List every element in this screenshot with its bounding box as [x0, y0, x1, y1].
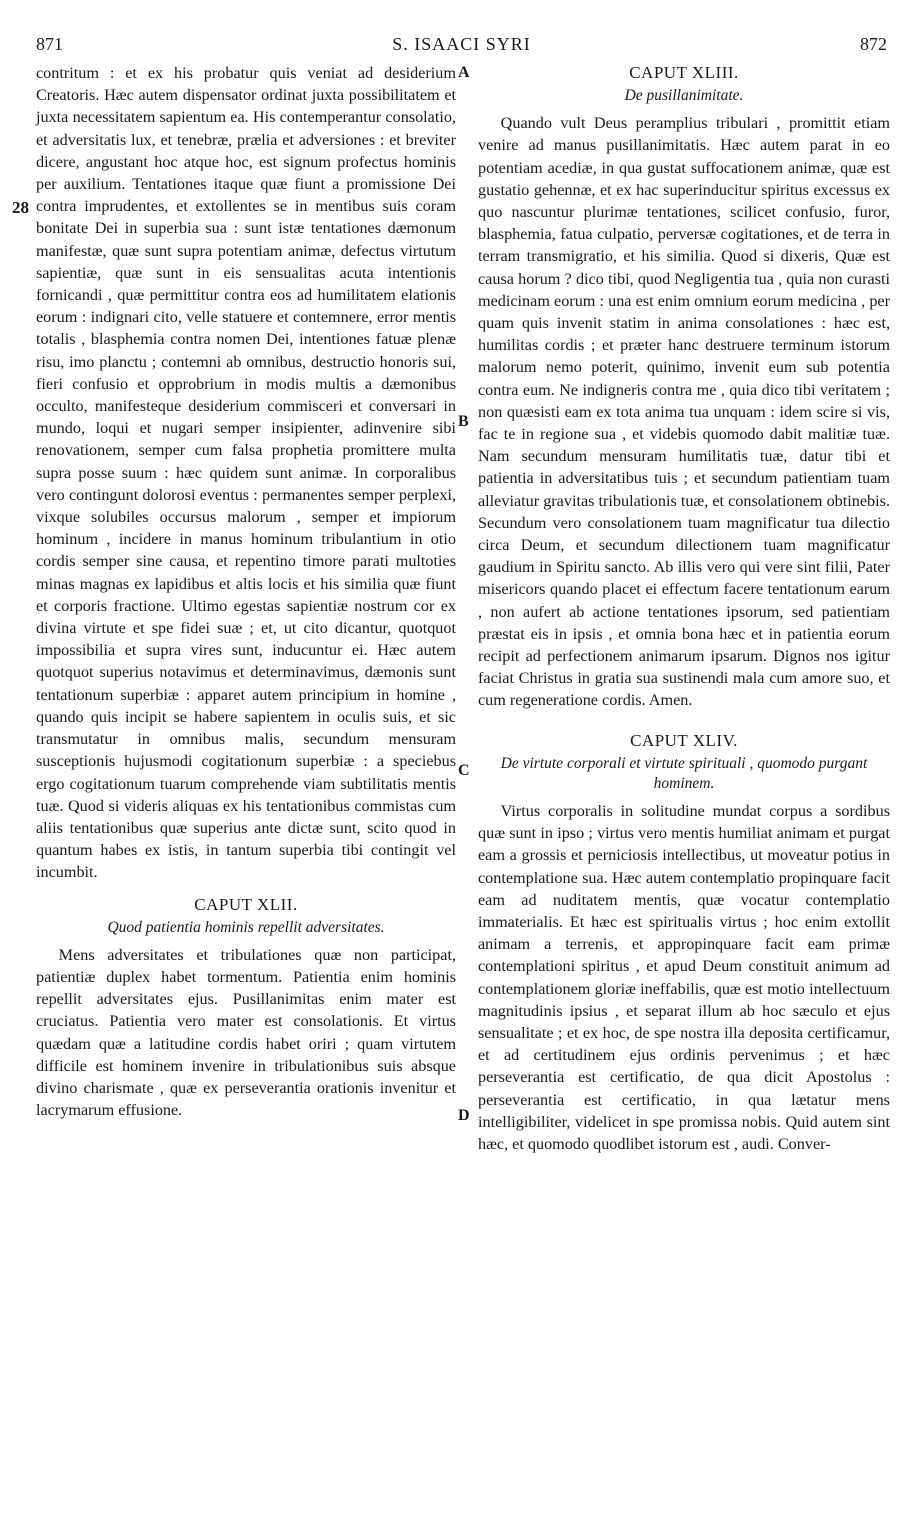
margin-letter-d: D [458, 1107, 470, 1124]
left-paragraph-1: contritum : et ex his probatur quis veniat ad desiderium Creatoris. Hæc autem dispensator ordinat juxta possibilitatem et juxta necessitatem sapientum ea. His contemperantur consolatio, et adversitatis lux, et tenebræ, prælia et adversiones : et breviter dicere, angustant hoc atque hoc, est signum profectus hominis per auxilium. Tentationes itaque quæ fiunt a promissione Dei contra imprudentes, et extollentes se in mentibus suis coram bonitate Dei in superbia sua : sunt istæ tentationes dæmonum manifestæ, quæ sunt supra potentiam animæ, defectus virtutum sapientiæ, quæ sunt in eis sensualitas acuta intentionis fornicandi , quæ permittitur contra eos ad humilitatem elationis eorum : indignari cito, velle statuere et contemnere, error mentis totalis , blasphemia contra nomen Dei, intentiones fatuæ plenæ risu, imo planctu ; contemni ab omnibus, destructio honoris sui, fieri confusio et opprobrium in modis multis a dæmonibus occulto, manifesteque desiderium commisceri et conversari in mundo, loqui et nugari semper insipienter, adinvenire sibi renovationem, semper cum falsa prophetia promittere multa supra posse suum : hæc quidem sunt animæ. In corporalibus vero contingunt dolorosi eventus : permanentes semper perplexi, vixque solubiles occursus malorum , semper et impiorum hominum , incidere in manus hominum tribulantium in otio cordis semper sine causa, et repentino timore parati multoties minas magnas ex lapidibus et altis locis et his similia quæ fiunt et corporis fractione. Ultimo egestas sapientiæ nostrum cor ex divina virtute et spe fidei suæ ; et, ut cito dicantur, quotquot impossibilia et supra vires sunt, inducuntur ei. Hæc autem quotquot superius notavimus et determinavimus, dæmonis sunt tentationum superbiæ : apparet autem principium in homine , quando quis incipit se habere sapientem in oculis suis, et sic transmutatur in omnibus malis, secundum mensuram susceptionis hujusmodi cogitationum superbiæ : a speciebus ergo cogitationum tuarum comprehende viam subtilitatis mentis tuæ. Quod si videris aliquas ex his tentationibus commistas cum aliis tentationibus quæ superius ante dictæ sunt, scito quod in quantum habes ex istis, in tantum superbia tibi contingit vel incumbit. [36, 64, 456, 882]
page-header [36, 34, 887, 58]
right-page-number: 872 [860, 34, 887, 54]
left-paragraph-2: Mens adversitates et tribulationes quæ non participat, patientiæ duplex habet tormentum. Patientia enim hominis repellit adversitates ejus. Pusillanimitas enim mater est cruciatus. Patientia vero mater est consolationis. Et virtus quædam quæ a latitudine cordis habet oriri ; quam virtutem difficile est hominem invenire in tribulationibus suis absque divino charismate , quæ ex perseverantia orationis invenitur et lacrymarum effusione. [36, 945, 456, 1120]
margin-number: 28 [12, 198, 29, 217]
right-paragraph-1: Quando vult Deus peramplius tribulari , promittit etiam venire ad manus pusillanimitatis. Hæc autem parat in eo potentiam acediæ, in qua gustat suffocationem animæ, quæ est gustatio gehennæ, et ex hac superinducitur spiritus excessus ex quo nascuntur plurimæ tentationes, scilicet confusio, furor, blasphemia, fatua culpatio, perversæ cogitationes, et de terra in terram transmigratio, et his similia. Quod si dixeris, Quæ est causa horum ? dico tibi, quod Negligentia tua , quia non curasti medicinam eorum : una est enim omnium eorum medicina , per quam quis invenit statim in anima consolationes : hæc est, humilitas cordis ; et præter hanc destruere terminum istorum malorum nemo poterit, quinimo, invenit eum sub potentia contra eum. Ne indigneris contra me , quia dico tibi veritatem ; non quæsisti eam ex tota anima tua unquam : idem scire si vis, fac te in regione sua , et videbis quomodo dabit malitiæ tuæ. Nam secundum mensuram humilitatis tuæ, datur tibi et patientia in adversitatibus tuis ; et secundum patientiam tuam alleviatur gravitas tribulationis tuæ, et consolationem obtinebis. Secundum vero consolationem tuam magnificatur tua dilectio circa Deum, et secundum dilectionem tuam magnificatur gaudium in Spiritu sancto. Ab illis vero qui vere sint filii, Pater misericors quando placet ei effectum facere tentationum earum , non aufert ab actione tentationes ipsorum, sed patientiam præstat eis in ipsis , et omnia bona hæc et in patientia eorum recipit ad perfectionem animarum ipsarum. Dignos nos igitur faciat Christus in gratia sua sustinendi mala cum amore suo, et cum regeneratione cordis. Amen. [478, 114, 890, 710]
right-column [478, 62, 890, 1155]
margin-letter-a: A [458, 64, 470, 81]
chapter-heading-xliv: CAPUT XLIV. [630, 730, 738, 750]
chapter-heading-xlii: CAPUT XLII. [194, 894, 298, 914]
chapter-heading-xliii: CAPUT XLIII. [629, 63, 739, 82]
right-paragraph-2: Virtus corporalis in solitudine mundat corpus a sordibus quæ sunt in ipso ; virtus vero mentis humiliat animam et purgat eam a grossis et perniciosis intellectibus, ut moveatur potius in contemplatione sua. Hæc autem contemplatio propinquare facit eam ad nuditatem mentis, quæ vocatur contemplatio immaterialis. Et hæc est spiritualis virtus ; hoc enim extollit animam a terrenis, et appropinquare facit eam primæ contemplationi spiritus , et apud Deum constituit animum ad contemplationem gloriæ ineffabilis, quæ est motio intellectuum magnitudinis ipsius , et separat illum ab hoc sæculo et ejus sensualitate ; et ex hoc, de spe nostra illa deposita certificamur, et ad certitudinem ejus ordinis pervenimus ; et hæc perseverantia est certificatio, de qua dicit Apostolus : perseverantia est certificatio, in qua lætatur mens intelligibiliter, videlicet in spe promissa nobis. Quid autem sint hæc, et quomodo quodlibet istorum est , audi. Conver- [478, 801, 890, 1153]
margin-letter-c: C [458, 762, 470, 779]
running-title: S. ISAACI SYRI [392, 34, 531, 54]
chapter-subtitle-xliv: De virtute corporali et virtute spirituali , quomodo purgant hominem. [500, 754, 868, 792]
margin-letter-b: B [458, 413, 469, 430]
chapter-subtitle-xliii: De pusillanimitate. [624, 87, 744, 105]
chapter-subtitle-xlii: Quod patientia hominis repellit adversitates. [107, 918, 385, 936]
left-page-number: 871 [36, 34, 63, 54]
left-column [36, 62, 456, 1121]
